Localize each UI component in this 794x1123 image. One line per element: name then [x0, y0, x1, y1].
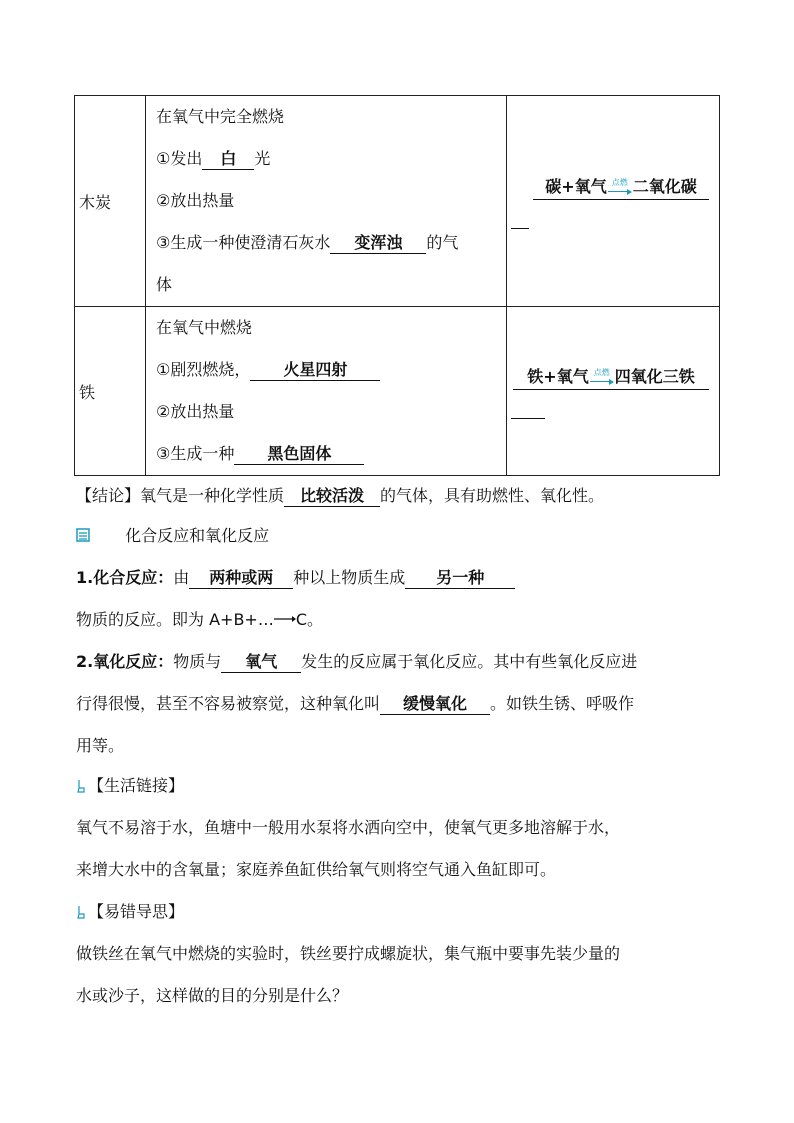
combination-reaction: 1.化合反应：由 两种或两 种以上物质生成 另一种: [76, 558, 726, 598]
substance-cell: [75, 96, 146, 307]
reaction-condition: 点燃: [611, 177, 628, 187]
phenomenon-intro: 在氧气中完全燃烧: [156, 107, 285, 126]
life-link-text: 氧气不易溶于水，鱼塘中一般用水泵将水洒向空中，使氧气更多地溶解于水，: [76, 818, 621, 837]
oxidation-line-2: 行得很慢，甚至不容易被察觉，这种氧化叫 缓慢氧化 。如铁生锈、呼吸作: [76, 694, 635, 713]
phenomenon-line: ②放出热量: [156, 191, 235, 210]
answer-blank: 火星四射: [250, 360, 380, 381]
phenomenon-line: ②放出热量: [156, 402, 235, 421]
equation-cell: [507, 307, 720, 476]
observation-table: [74, 95, 720, 476]
life-link-text: 来增大水中的含氧量；家庭养鱼缸供给氧气则将空气通入鱼缸即可。: [76, 860, 557, 879]
mistake-guide-text: 做铁丝在氧气中燃烧的实验时，铁丝要拧成螺旋状，集气瓶中要事先装少量的: [76, 944, 621, 963]
mistake-guide-heading: 【易错导思】: [76, 892, 726, 932]
reaction-arrow-icon: [608, 177, 632, 197]
equation-cell: [507, 96, 720, 307]
phenomenon-line: ③生成一种使澄清石灰水 变浑浊 的气: [156, 233, 459, 252]
answer-line-tail: [511, 228, 529, 229]
answer-blank: 黑色固体: [234, 444, 364, 465]
pointer-icon: [76, 905, 86, 919]
list-icon: [76, 528, 90, 542]
section-title: 化合反应和氧化反应: [125, 526, 270, 545]
answer-blank: 两种或两: [189, 568, 293, 589]
reactants: 碳+氧气: [545, 176, 607, 196]
definition-label: 2.氧化反应：: [76, 652, 174, 671]
mistake-guide-text: 水或沙子，这样做的目的分别是什么？: [76, 986, 349, 1005]
answer-blank: 比较活泼: [284, 486, 380, 507]
substance-cell: [75, 307, 146, 476]
phenomenon-line: ③生成一种 黑色固体: [146, 433, 506, 475]
section-heading: [76, 516, 726, 556]
answer-blank: 白: [202, 149, 254, 170]
definition-label: 1.化合反应：: [76, 568, 174, 587]
answer-blank: 氧气: [221, 652, 301, 673]
table-row: [75, 96, 720, 307]
substance-label: 木炭: [79, 192, 112, 212]
oxidation-reaction: 2.氧化反应：物质与 氧气 发生的反应属于氧化反应。其中有些氧化反应进: [76, 652, 638, 671]
phenomenon-intro: 在氧气中燃烧: [156, 318, 253, 337]
reaction-condition: 点燃: [593, 367, 610, 377]
phenomenon-line: ①发出 白 光: [156, 149, 271, 168]
answer-blank: 另一种: [405, 568, 515, 589]
table-row: [75, 307, 720, 476]
arrow-icon: [274, 614, 296, 624]
answer-blank: 变浑浊: [330, 233, 426, 254]
pointer-icon: [76, 779, 86, 793]
phenomenon-cell: [146, 96, 507, 307]
substance-label: 铁: [79, 382, 96, 402]
life-link-heading: 【生活链接】: [76, 766, 726, 806]
oxidation-line-3: 用等。: [76, 736, 125, 755]
reaction-arrow-icon: [590, 367, 614, 387]
products: 二氧化碳: [632, 176, 697, 196]
products: 四氧化三铁: [614, 366, 695, 386]
answer-blank: 缓慢氧化: [380, 694, 490, 715]
reactants: 铁+氧气: [527, 366, 589, 386]
word-equation: [513, 364, 709, 390]
conclusion: 【结论】氧气是一种化学性质 比较活泼 的气体，具有助燃性、氧化性。: [76, 486, 605, 505]
phenomenon-line: 体: [156, 275, 173, 294]
combination-formula: 物质的反应。即为 A+B+… C。: [76, 610, 324, 629]
phenomenon-line: ①剧烈燃烧， 火星四射: [146, 349, 506, 391]
word-equation: [533, 174, 709, 200]
phenomenon-cell: [146, 307, 507, 476]
answer-line-tail: [511, 418, 545, 419]
